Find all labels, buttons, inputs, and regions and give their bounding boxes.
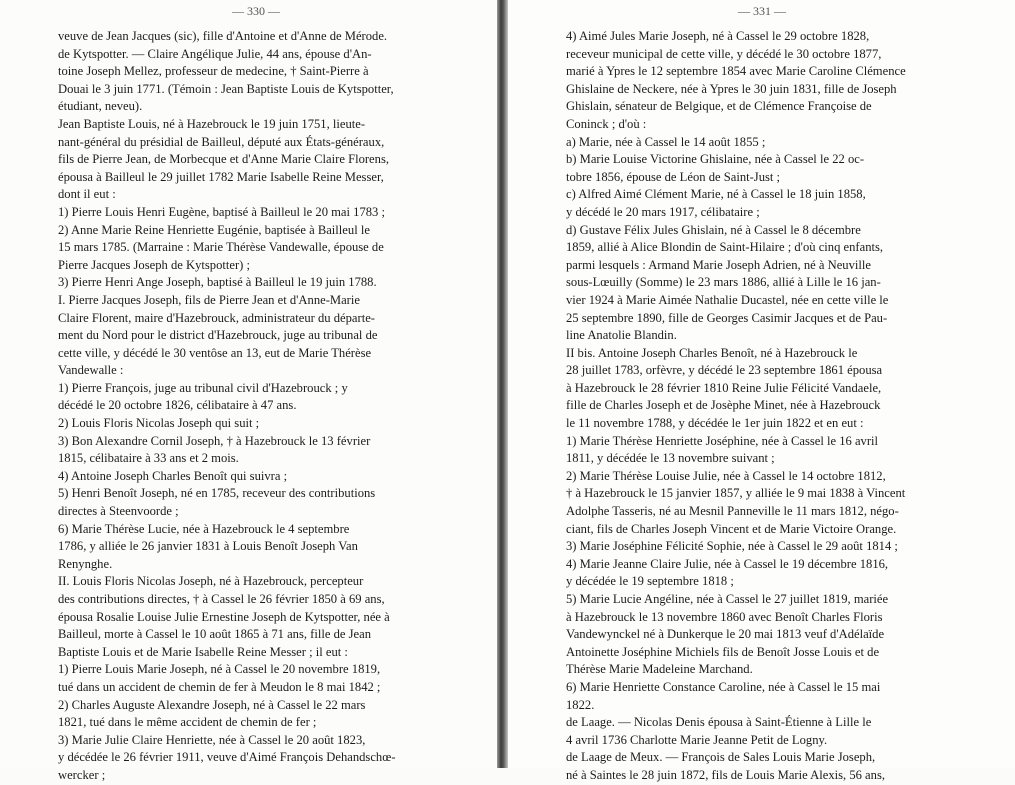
- text-line: de Kytspotter. — Claire Angélique Julie, 44 ans, épouse d'An-: [58, 46, 372, 61]
- text-line: II. Louis Floris Nicolas Joseph, né à Hazebrouck, percepteur: [58, 574, 364, 589]
- text-line: marié à Ypres le 12 septembre 1854 avec Marie Caroline Clémence: [566, 64, 906, 79]
- text-line: étudiant, neveu).: [58, 99, 143, 114]
- text-line: fils de Pierre Jean, de Morbecque et d'Anne Marie Claire Florens,: [58, 152, 389, 167]
- text-line: 1) Marie Thérèse Henriette Joséphine, née à Cassel le 16 avril: [566, 433, 879, 448]
- text-line: de Laage de Meux. — François de Sales Louis Marie Joseph,: [566, 750, 876, 765]
- text-line: 6) Marie Thérèse Lucie, née à Hazebrouck le 4 septembre: [58, 521, 350, 536]
- text-line: 3) Marie Julie Claire Henriette, née à Cassel le 20 août 1823,: [58, 732, 366, 747]
- text-line: à Hazebrouck le 13 novembre 1860 avec Benoît Charles Floris: [566, 609, 883, 624]
- text-line: 1) Pierre François, juge au tribunal civil d'Hazebrouck ; y: [58, 380, 348, 395]
- text-line: 2) Marie Thérèse Louise Julie, née à Cassel le 14 octobre 1812,: [566, 468, 886, 483]
- page-number: — 330 —: [232, 4, 280, 18]
- text-line: Douai le 3 juin 1771. (Témoin : Jean Baptiste Louis de Kytspotter,: [58, 81, 394, 96]
- text-line: 3) Bon Alexandre Cornil Joseph, † à Hazebrouck le 13 février: [58, 433, 371, 448]
- text-line: Claire Florent, maire d'Hazebrouck, administrateur du départe-: [58, 310, 375, 325]
- text-line: 28 juillet 1783, orfèvre, y décédé le 23 septembre 1861 épousa: [566, 363, 883, 378]
- text-line: 4) Marie Jeanne Claire Julie, née à Cassel le 19 décembre 1816,: [566, 556, 889, 571]
- text-line: Vandewalle :: [58, 363, 124, 378]
- text-line: Pierre Jacques Joseph de Kytspotter) ;: [58, 257, 251, 272]
- text-line: 4 avril 1736 Charlotte Marie Jeanne Petit de Logny.: [566, 732, 828, 747]
- page-number: — 331 —: [738, 4, 786, 18]
- text-line: Coninck ; d'où :: [566, 116, 647, 131]
- text-line: dont il eut :: [58, 187, 116, 202]
- text-line: 6) Marie Henriette Constance Caroline, née à Cassel le 15 mai: [566, 679, 881, 694]
- text-line: I. Pierre Jacques Joseph, fils de Pierre Jean et d'Anne-Marie: [58, 292, 360, 307]
- text-line: veuve de Jean Jacques (sic), fille d'Antoine et d'Anne de Mérode.: [58, 29, 388, 43]
- text-line: line Anatolie Blandin.: [566, 328, 677, 343]
- text-line: à Hazebrouck le 28 février 1810 Reine Julie Félicité Vandaele,: [566, 380, 882, 395]
- text-line: 3) Pierre Henri Ange Joseph, baptisé à Bailleul le 19 juin 1788.: [58, 275, 377, 290]
- text-line: directes à Steenvoorde ;: [58, 504, 179, 519]
- text-line: 2) Charles Auguste Alexandre Joseph, né à Cassel le 22 mars: [58, 697, 366, 712]
- text-line: II bis. Antoine Joseph Charles Benoît, né à Hazebrouck le: [566, 345, 858, 360]
- text-line: 2) Anne Marie Reine Henriette Eugénie, baptisée à Bailleul le: [58, 222, 370, 237]
- text-line: né à Saintes le 28 juin 1872, fils de Louis Marie Alexis, 56 ans,: [566, 767, 885, 782]
- text-line: 1811, y décédée le 13 novembre suivant ;: [566, 451, 775, 466]
- text-line: parmi lesquels : Armand Marie Joseph Adrien, né à Neuville: [566, 257, 871, 272]
- text-line: ciant, fils de Charles Joseph Vincent et de Marie Victoire Orange.: [566, 521, 897, 536]
- text-line: 15 mars 1785. (Marraine : Marie Thérèse Vandewalle, épouse de: [58, 240, 384, 255]
- text-line: Ghislain, sénateur de Belgique, et de Clémence Françoise de: [566, 99, 872, 114]
- text-line: Jean Baptiste Louis, né à Hazebrouck le 19 juin 1751, lieute-: [58, 116, 366, 131]
- text-line: 3) Marie Joséphine Félicité Sophie, née à Cassel le 29 août 1814 ;: [566, 539, 898, 554]
- text-line: 1815, célibataire à 33 ans et 2 mois.: [58, 451, 239, 466]
- text-line: tobre 1856, épouse de Léon de Saint-Just ;: [566, 169, 781, 184]
- text-line: sous-Lœuilly (Somme) le 23 mars 1886, allié à Lille le 16 jan-: [566, 275, 881, 290]
- text-line: a) Marie, née à Cassel le 14 août 1855 ;: [566, 134, 766, 149]
- text-line: 1859, allié à Alice Blondin de Saint-Hilaire ; d'où cinq enfants,: [566, 240, 884, 255]
- text-line: 4) Aimé Jules Marie Joseph, né à Cassel le 29 octobre 1828,: [566, 29, 870, 43]
- text-line: † à Hazebrouck le 15 janvier 1857, y alliée le 9 mai 1838 à Vincent: [566, 486, 906, 501]
- text-line: d) Gustave Félix Jules Ghislain, né à Cassel le 8 décembre: [566, 222, 861, 237]
- left-page: [0, 0, 497, 782]
- text-line: Ghislaine de Neckere, née à Ypres le 30 juin 1831, fille de Joseph: [566, 81, 897, 96]
- text-line: cette ville, y décédé le 30 ventôse an 13, eut de Marie Thérèse: [58, 345, 372, 360]
- text-line: Vandewynckel né à Dunkerque le 20 mai 1813 veuf d'Adélaïde: [566, 627, 885, 642]
- text-line: 1) Pierre Louis Henri Eugène, baptisé à Bailleul le 20 mai 1783 ;: [58, 204, 386, 219]
- right-page: [508, 0, 1015, 782]
- text-line: décédé le 20 octobre 1826, célibataire à 47 ans.: [58, 398, 297, 413]
- text-line: Renynghe.: [58, 556, 113, 571]
- book-gutter: [497, 0, 508, 768]
- text-line: Antoinette Joséphine Michiels fils de Benoît Josse Louis et de: [566, 644, 880, 659]
- page-text: [58, 28, 454, 785]
- text-line: wercker ;: [58, 767, 106, 782]
- text-line: épousa Rosalie Louise Julie Ernestine Joseph de Kytspotter, née à: [58, 609, 390, 624]
- text-line: ment du Nord pour le district d'Hazebrouck, juge au tribunal de: [58, 328, 378, 343]
- text-line: fille de Charles Joseph et de Josèphe Minet, née à Hazebrouck: [566, 398, 881, 413]
- text-line: tué dans un accident de chemin de fer à Meudon le 8 mai 1842 ;: [58, 679, 381, 694]
- text-line: des contributions directes, † à Cassel le 26 février 1850 à 69 ans,: [58, 592, 385, 606]
- text-line: 1822.: [566, 697, 595, 712]
- text-line: c) Alfred Aimé Clément Marie, né à Cassel le 18 juin 1858,: [566, 187, 866, 202]
- text-line: y décédée le 26 février 1911, veuve d'Aimé François Dehandschœ-: [58, 750, 396, 765]
- text-line: y décédée le 19 septembre 1818 ;: [566, 574, 734, 589]
- text-line: b) Marie Louise Victorine Ghislaine, née à Cassel le 22 oc-: [566, 152, 865, 167]
- text-line: 1786, y alliée le 26 janvier 1831 à Louis Benoît Joseph Van: [58, 539, 358, 554]
- text-line: Adolphe Tasseris, né au Mesnil Panneville le 11 mars 1812, négo-: [566, 504, 899, 519]
- text-line: Baptiste Louis et de Marie Isabelle Reine Messer ; il eut :: [58, 644, 348, 659]
- text-line: receveur municipal de cette ville, y décédé le 30 octobre 1877,: [566, 46, 882, 61]
- text-line: toine Joseph Mellez, professeur de medecine, † Saint-Pierre à: [58, 64, 369, 79]
- text-line: 5) Marie Lucie Angéline, née à Cassel le 27 juillet 1819, mariée: [566, 592, 889, 606]
- text-line: 4) Antoine Joseph Charles Benoît qui suivra ;: [58, 468, 288, 483]
- text-line: nant-général du présidial de Bailleul, député aux États-généraux,: [58, 134, 385, 149]
- text-line: vier 1924 à Marie Aimée Nathalie Ducastel, née en cette ville le: [566, 292, 889, 307]
- page-text: [566, 28, 978, 785]
- text-line: 1) Pierre Louis Marie Joseph, né à Cassel le 20 novembre 1819,: [58, 662, 381, 677]
- text-line: 5) Henri Benoît Joseph, né en 1785, receveur des contributions: [58, 486, 376, 501]
- text-line: le 11 novembre 1788, y décédée le 1er juin 1822 et en eut :: [566, 416, 864, 431]
- text-line: de Laage. — Nicolas Denis épousa à Saint-Étienne à Lille le: [566, 715, 872, 730]
- text-line: 2) Louis Floris Nicolas Joseph qui suit ;: [58, 416, 260, 431]
- text-line: 1821, tué dans le même accident de chemin de fer ;: [58, 715, 317, 730]
- text-line: y décédé le 20 mars 1917, célibataire ;: [566, 204, 760, 219]
- text-line: Bailleul, morte à Cassel le 10 août 1865 à 71 ans, fille de Jean: [58, 627, 372, 642]
- text-line: Thérèse Marie Madeleine Marchand.: [566, 662, 753, 677]
- text-line: épousa à Bailleul le 29 juillet 1782 Marie Isabelle Reine Messer,: [58, 169, 384, 184]
- text-line: 25 septembre 1890, fille de Georges Casimir Jacques et de Pau-: [566, 310, 888, 325]
